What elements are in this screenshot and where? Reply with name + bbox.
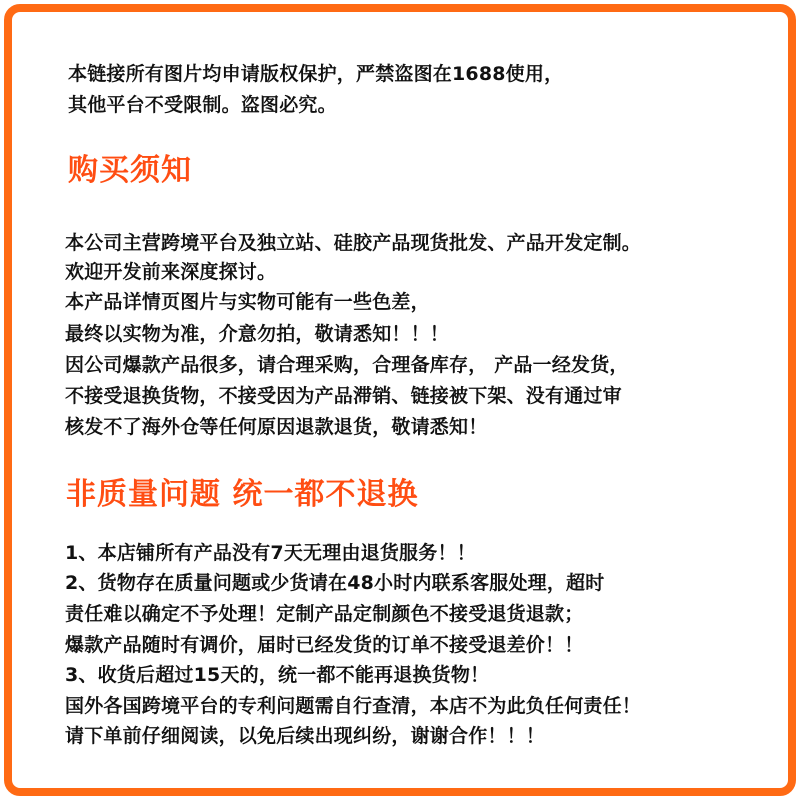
purchase-line-1: 本公司主营跨境平台及独立站、硅胶产品现货批发、产品开发定制。 (65, 232, 642, 254)
purchase-line-6: 不接受退换货物，不接受因为产品滞销、链接被下架、没有通过审 (65, 385, 622, 407)
purchase-line-7: 核发不了海外仓等任何原因退款退货，敬请悉知！ (65, 416, 488, 438)
return-policy-title: 非质量问题 统一都不退换 (66, 477, 419, 512)
purchase-line-2: 欢迎开发前来深度探讨。 (65, 261, 277, 283)
return-line-3: 责任难以确定不予处理！定制产品定制颜色不接受退货退款； (65, 603, 584, 625)
return-line-1: 1、本店铺所有产品没有7天无理由退货服务！！ (65, 542, 476, 564)
return-line-4: 爆款产品随时有调价，届时已经发货的订单不接受退差价！！ (65, 634, 584, 656)
return-line-2: 2、货物存在质量问题或少货请在48小时内联系客服处理，超时 (65, 572, 605, 594)
copyright-line-1: 本链接所有图片均申请版权保护，严禁盗图在1688使用， (68, 63, 564, 85)
copyright-line-2: 其他平台不受限制。盗图必究。 (68, 94, 337, 116)
purchase-line-4: 最终以实物为准，介意勿拍，敬请悉知！！！ (65, 323, 450, 345)
purchase-line-5: 因公司爆款产品很多，请合理采购，合理备库存， 产品一经发货， (65, 354, 629, 376)
purchase-notice-title: 购买须知 (68, 153, 192, 188)
return-line-6: 国外各国跨境平台的专利问题需自行查清，本店不为此负任何责任！ (65, 695, 642, 717)
purchase-line-3: 本产品详情页图片与实物可能有一些色差， (65, 291, 430, 313)
return-line-5: 3、收货后超过15天的，统一都不能再退换货物！ (65, 664, 490, 686)
return-line-7: 请下单前仔细阅读，以免后续出现纠纷，谢谢合作！！！ (65, 725, 546, 747)
